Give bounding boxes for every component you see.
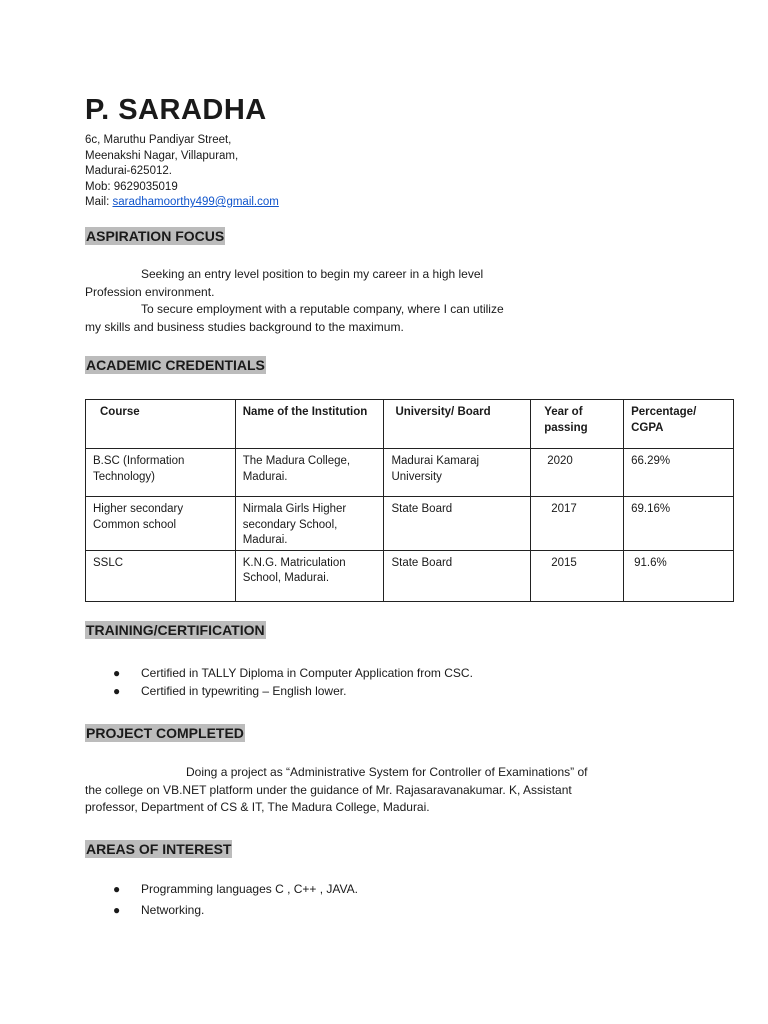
list-item: ● Certified in typewriting – English lower. [113,684,347,698]
cell-institution: Nirmala Girls Higher secondary School, Madurai. [235,497,384,551]
cell-score: 91.6% [624,550,734,601]
contact-block [85,133,279,211]
aspiration-line-3: To secure employment with a reputable company, where I can utilize [141,302,504,316]
cell-course: B.SC (Information Technology) [86,449,236,497]
cell-institution: K.N.G. Matriculation School, Madurai. [235,550,384,601]
mail-line [85,195,279,211]
mail-label: Mail: [85,196,113,208]
training-title: TRAINING/CERTIFICATION [86,622,265,638]
cell-score: 69.16% [624,497,734,551]
bullet-icon: ● [113,882,121,896]
aspiration-line-2: Profession environment. [85,284,215,299]
list-item: ● Programming languages C , C++ , JAVA. [113,882,358,896]
interests-title: AREAS OF INTEREST [86,841,232,857]
header-board: University/ Board [384,400,531,449]
project-line-2: the college on VB.NET platform under the guidance of Mr. Rajasaravanakumar. K, Assistant [85,782,572,797]
table-row [86,497,734,551]
table-header-row [86,400,734,449]
address-line-3: Madurai-625012. [85,165,172,177]
bullet-icon: ● [113,684,121,698]
cell-year: 2015 [531,550,624,601]
project-line-1: Doing a project as “Administrative System for Controller of Examinations” of [186,765,588,779]
aspiration-line-1: Seeking an entry level position to begin my career in a high level [141,267,484,281]
header-percentage: Percentage/ CGPA [624,400,734,449]
bullet-icon: ● [113,666,121,680]
cell-board: State Board [384,497,531,551]
training-list [112,664,473,700]
header-year: Year of passing [531,400,624,449]
project-line-3: professor, Department of CS & IT, The Madura College, Madurai. [85,800,430,814]
cell-board: Madurai Kamaraj University [384,449,531,497]
cell-board: State Board [384,550,531,601]
aspiration-title: ASPIRATION FOCUS [86,228,225,244]
candidate-name: P. SARADHA [85,94,267,126]
table-row [86,449,734,497]
cell-year: 2020 [531,449,624,497]
cell-course: Higher secondary Common school [86,497,236,551]
project-text [85,764,684,817]
cell-course: SSLC [86,550,236,601]
project-title: PROJECT COMPLETED [86,725,244,741]
list-item: ● Networking. [113,903,205,917]
address-line-1: 6c, Maruthu Pandiyar Street, [85,134,232,146]
academic-table [85,399,734,602]
bullet-icon: ● [113,903,121,917]
mobile-number: Mob: 9629035019 [85,180,178,193]
aspiration-text [85,266,685,336]
header-institution: Name of the Institution [235,400,384,449]
academic-title: ACADEMIC CREDENTIALS [86,357,265,373]
cell-score: 66.29% [624,449,734,497]
address-line-2: Meenakshi Nagar, Villapuram, [85,149,239,162]
header-course: Course [86,400,236,449]
cell-year: 2017 [531,497,624,551]
table-row [86,550,734,601]
cell-institution: The Madura College, Madurai. [235,449,384,497]
email-link[interactable]: saradhamoorthy499@gmail.com [112,196,279,208]
interests-list [112,880,358,919]
list-item: ● Certified in TALLY Diploma in Computer Application from CSC. [113,666,473,680]
aspiration-line-4: my skills and business studies background to the maximum. [85,319,404,334]
